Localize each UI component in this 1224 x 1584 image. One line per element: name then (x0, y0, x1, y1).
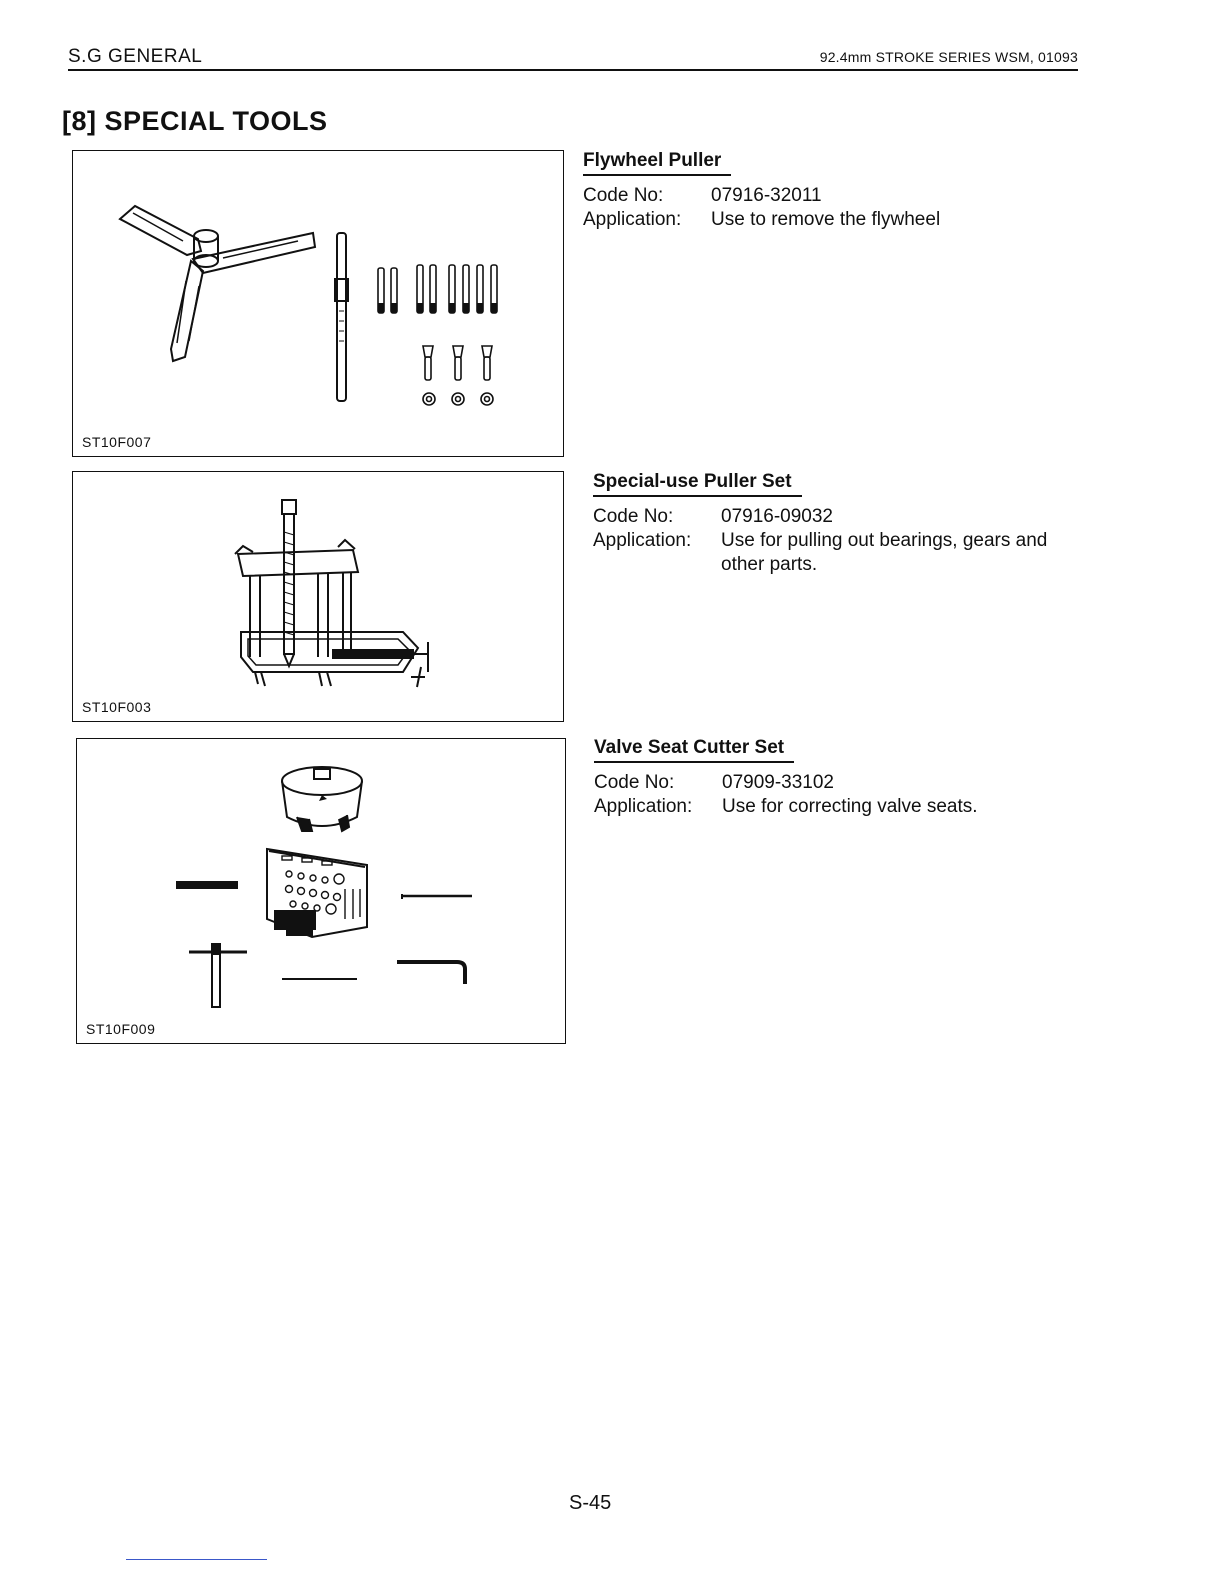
flywheel-puller-illustration (73, 151, 565, 458)
page-number: S-45 (569, 1492, 612, 1514)
bottom-link-rule (126, 1559, 267, 1560)
valve-seat-cutter-illustration (77, 739, 567, 1045)
figure-flywheel-puller (72, 150, 564, 457)
application-row (594, 795, 1092, 819)
code-value: 07916-09032 (721, 506, 833, 527)
figure-puller-set (72, 471, 564, 722)
figure-code: ST10F009 (86, 1021, 156, 1037)
code-row (583, 184, 1081, 208)
tool-valve-seat-cutter-set (594, 736, 1092, 819)
code-label: Code No: (583, 185, 664, 206)
header-chapter: S.G GENERAL (68, 46, 203, 67)
application-value: Use for pulling out bearings, gears and other parts. (721, 530, 1048, 575)
code-value: 07909-33102 (722, 772, 834, 793)
code-row (593, 505, 1091, 529)
figure-code: ST10F003 (82, 699, 152, 715)
application-label: Application: (593, 530, 692, 551)
puller-set-illustration (73, 472, 565, 723)
section-title: [8] SPECIAL TOOLS (62, 106, 328, 136)
application-label: Application: (583, 209, 682, 230)
tool-name: Valve Seat Cutter Set (594, 736, 794, 763)
tool-special-use-puller-set (593, 470, 1091, 577)
figure-code: ST10F007 (82, 434, 152, 450)
figure-valve-seat-cutter (76, 738, 566, 1044)
tool-name: Flywheel Puller (583, 149, 731, 176)
header-manual-id: 92.4mm STROKE SERIES WSM, 01093 (819, 49, 1078, 65)
application-value: Use for correcting valve seats. (722, 796, 978, 817)
application-label: Application: (594, 796, 693, 817)
code-label: Code No: (594, 772, 675, 793)
code-row (594, 771, 1092, 795)
tool-flywheel-puller (583, 149, 1081, 232)
application-row (583, 208, 1081, 232)
code-label: Code No: (593, 506, 674, 527)
header-rule (68, 69, 1078, 71)
application-row (593, 529, 1091, 577)
tool-name: Special-use Puller Set (593, 470, 802, 497)
application-value: Use to remove the flywheel (711, 209, 941, 230)
code-value: 07916-32011 (711, 185, 822, 206)
